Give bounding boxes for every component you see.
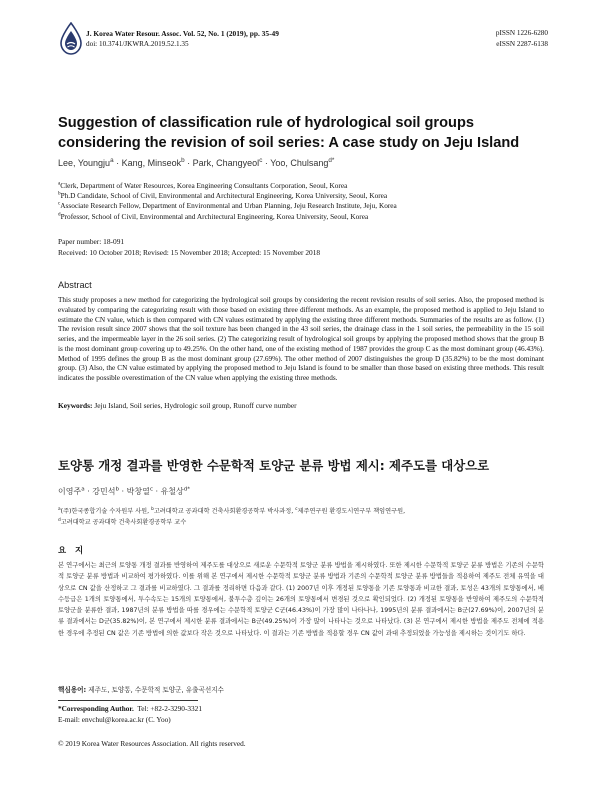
affiliations-en [58, 181, 548, 222]
paper-title-ko: 토양통 개정 결과를 반영한 수문학적 토양군 분류 방법 제시: 제주도를 대상으로 [58, 458, 490, 473]
author: 유철상$^{d*}$ [160, 486, 191, 496]
eissn: eISSN 2287-6138 [496, 40, 548, 48]
affiliation: $^c$Associate Research Fellow, Department of Environmental and Urban Planning, Jeju Research Institute, Jeju, Korea [58, 200, 397, 211]
author: 이영주$^a$ [58, 486, 85, 496]
journal-citation: J. Korea Water Resour. Assoc. Vol. 52, No. 1 (2019), pp. 35-49 [86, 29, 279, 38]
footnote-divider [58, 700, 198, 701]
author: Yoo, Chulsang$^{d*}$ [270, 157, 335, 168]
keywords-ko-label: 핵심용어: [58, 686, 87, 694]
author: 강민석$^b$ [92, 486, 120, 496]
author: 박창열$^c$ [126, 486, 153, 496]
affiliation: $^d$Professor, School of Civil, Environmental and Architectural Engineering, Korea University, Seoul, Korea [58, 211, 369, 221]
keywords-ko [58, 684, 544, 694]
journal-header [58, 22, 548, 66]
keywords-en [58, 401, 544, 410]
keywords-label: Keywords: [58, 401, 93, 410]
keywords-value: Jeju Island, Soil series, Hydrologic soil group, Runoff curve number [94, 401, 297, 410]
author: Kang, Minseok$^b$ [121, 157, 185, 168]
author-list-en: Lee, Youngju$^a$ · Kang, Minseok$^b$ · Park, Changyeol$^c$ · Yoo, Chulsang$^{d*}$ [58, 157, 335, 168]
affiliation: $^a$(주)한국종합기술 수자원부 사원, [58, 506, 152, 515]
abstract-text: This study proposes a new method for categorizing the hydrological soil groups by considering the recent revision results of soil series. Also, the proposed method is evaluated by comparing the categorizing result with those based on existing three different methods. As an example, the proposed method is applied to Jeju Island to estimate the CN value, which is then compared with CN values estimated by applying the existing three different methods. Summaries of the results are as follow. (1) The revision result since 2007 shows that the soil texture has been changed in the 43 soil series, the drainage class in the 1 soil series, the permeability in the 15 soil series, and the impermeable layer in the 26 soil series. (2) The categorizing result of hydrological soil groups by applying the proposed method shows that the group B is the most dominant group covering up to 49.25%. On the other hand, one of the existing method of 1987 provides the group C as the most dominant group (46.43%). Method of 1995 defines the group B as the most dominant group (27.69%). The other method of 2007 distinguishes the group D (35.82%) to be the most dominant group. (3) Also, the CN value estimated by applying the proposed method to Jeju Island is found to be smaller than those based on existing three methods. This result indicates the possible overestimation of the CN value when applying the existing three methods. [58, 296, 544, 382]
pissn: pISSN 1226-6280 [495, 29, 548, 37]
abstract-ko-heading: 요 지 [58, 545, 87, 555]
author-list-ko: 이영주$^a$ · 강민석$^b$ · 박창열$^c$ · 유철상$^{d*}$ [58, 486, 191, 496]
paper-info [58, 237, 548, 258]
corresponding-email[interactable]: E-mail: envchul@korea.ac.kr (C. Yoo) [58, 714, 171, 724]
doi[interactable]: doi: 10.3741/JKWRA.2019.52.1.35 [86, 40, 189, 48]
abstract-heading: Abstract [58, 280, 92, 290]
paper-title-en: Suggestion of classification rule of hydrological soil groups considering the revision of soil series: A case study on Jeju Island [58, 115, 520, 151]
affiliation: $^c$제주연구원 환경도시연구부 책임연구원, [295, 506, 406, 515]
abstract-ko-text: 본 연구에서는 최근의 토양통 개정 결과를 반영하여 제주도를 대상으로 새로운 수문학적 토양군 분류 방법을 제시하였다. 또한 제시한 수문학적 토양군 분류 방법은 기존의 수문학적 토양군 분류 방법과 비교하여 평가하였다. 이를 위해 본 연구에서 제시한 수문학적 토양군 분류 방법과 기존의 수문학적 토양군 분류 방법들을 적용하여 제주도 전체 유역을 대상으로 CN 값을 산정하고 그 결과를 비교하였다. 그 결과를 정리하면 다음과 같다. (1) 2007년 이후 개정된 토양통을 기존 토양통과 비교한 결과, 토성은 43개의 토양통에서, 배수등급은 1개의 토양통에서, 투수속도는 15개의 토양통에서, 불투수층 깊이는 26개의 토양통에서 변경된 것으로 확인되었다. (2) 개정된 토양통을 반영하여 제주도의 수문학적 토양군을 분류한 결과, 1987년의 분류 방법을 따를 경우에는 수문학적 토양군 C군(46.43%)이 가장 많이 나타나나, 1995년의 분류 결과에서는 B군(27.69%)이, 2007년의 분류 결과에서는 D군(35.82%)이, 본 연구에서 제시한 분류 결과에서는 B군(49.25%)이 가장 많이 나타나는 것으로 나타났다. (3) 본 연구에서 제시한 방법을 제주도 전체에 적용한 경우에 추정된 CN 값은 기존 방법에 의한 값보다 작은 것으로 나타났다. 이 결과는 기존 방법을 적용할 경우 CN 값이 과대 추정되었을 가능성을 제시하는 것이기도 하다. [58, 562, 544, 637]
paper-dates: Received: 10 October 2018; Revised: 15 November 2018; Accepted: 15 November 2018 [58, 247, 321, 257]
author: Park, Changyeol$^c$ [192, 157, 263, 168]
corresponding-label: *Corresponding Author. [58, 704, 134, 713]
affiliations-ko [58, 506, 548, 528]
keywords-ko-value: 제주도, 토양통, 수문학적 토양군, 유출곡선지수 [88, 686, 224, 694]
corresponding-tel: Tel: +82-2-3290-3321 [137, 704, 202, 713]
author: Lee, Youngju$^a$ [58, 157, 114, 168]
affiliation: $^d$고려대학교 공과대학 건축사회환경공학부 교수 [58, 517, 187, 526]
affiliation: $^b$고려대학교 공과대학 건축사회환경공학부 박사과정, [151, 506, 296, 515]
affiliation: $^a$Clerk, Department of Water Resources, Korea Engineering Consultants Corporation, Seoul, Korea [58, 180, 348, 190]
corresponding-author [58, 704, 548, 725]
affiliation: $^b$Ph.D Candidate, School of Civil, Environmental and Architectural Engineering, Korea University, Seoul, Korea [58, 190, 388, 201]
paper-number: Paper number: 18-091 [58, 237, 125, 246]
copyright: © 2019 Korea Water Resources Association. All rights reserved. [58, 739, 246, 748]
